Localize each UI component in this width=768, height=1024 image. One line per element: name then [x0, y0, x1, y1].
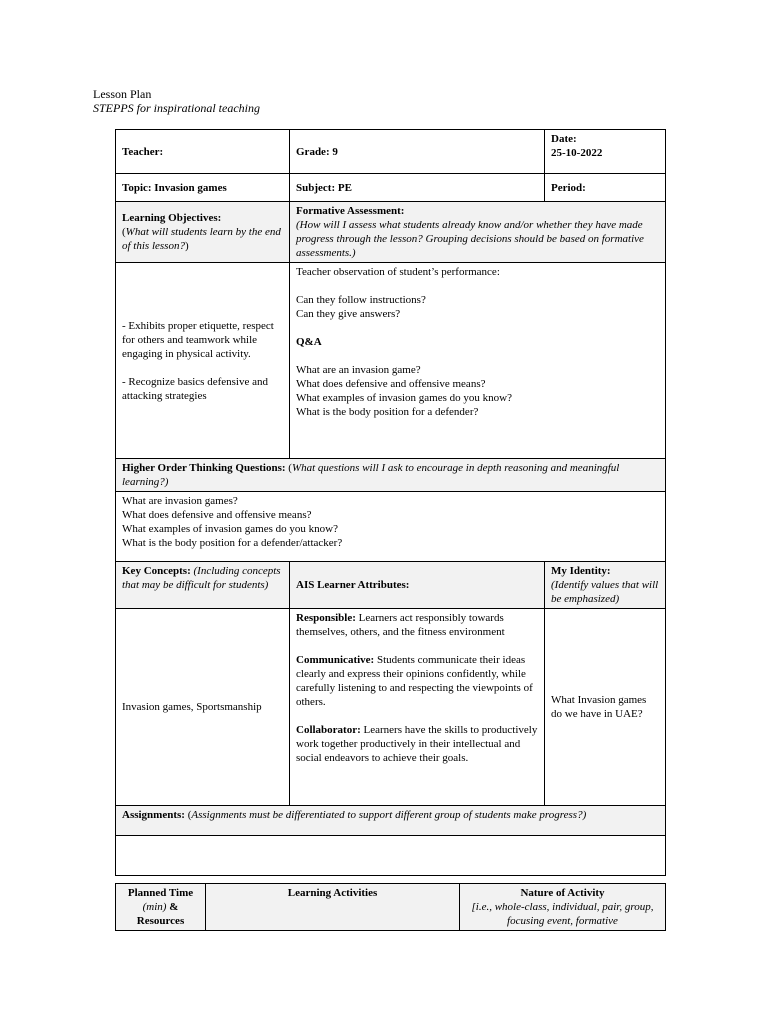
document-header	[93, 87, 260, 115]
assignments-body-cell	[116, 836, 666, 876]
qa-title: Q&A	[296, 336, 322, 348]
objectives-body-cell	[116, 263, 290, 459]
grade-label: Grade: 9	[296, 145, 338, 158]
identity-value: What Invasion games do we have in UAE?	[551, 694, 647, 720]
period-cell	[545, 174, 666, 202]
objective-item: - Exhibits proper etiquette, respect for others and teamwork while engaging in physical activity.	[122, 319, 274, 360]
hot-question: What examples of invasion games do you know?	[122, 523, 338, 535]
qa-question: What are an invasion game?	[296, 364, 421, 376]
identity-body-cell	[545, 609, 666, 806]
objectives-hint: What will students learn by the end of this lesson?	[122, 226, 281, 252]
formative-question: Can they give answers?	[296, 308, 401, 320]
ais-header-cell	[290, 562, 545, 609]
nature-of-activity-hint: [i.e., whole-class, individual, pair, group, focusing event, formative	[471, 901, 654, 927]
topic-label: Topic: Invasion games	[122, 181, 227, 194]
objectives-header-cell	[116, 202, 290, 263]
learning-activities-header	[206, 884, 460, 931]
formative-observation: Teacher observation of student’s performance:	[296, 266, 500, 278]
ais-responsible-label: Responsible:	[296, 612, 356, 624]
date-cell	[545, 130, 666, 174]
objectives-title: Learning Objectives:	[122, 212, 222, 224]
date-label: Date:	[551, 133, 577, 145]
formative-hint: (How will I assess what students already know and/or whether they have made progress through the lesson? Grouping decisions should be based on formative assessments.)	[296, 219, 644, 259]
assignments-header-cell	[116, 806, 666, 836]
formative-body-cell	[290, 263, 666, 459]
hot-body-cell	[116, 492, 666, 562]
subject-cell	[290, 174, 545, 202]
planned-time-label: Planned Time	[127, 887, 194, 899]
hot-question: What does defensive and offensive means?	[122, 509, 312, 521]
lesson-plan-table	[115, 129, 666, 876]
topic-cell	[116, 174, 290, 202]
teacher-cell	[116, 130, 290, 174]
formative-title: Formative Assessment:	[296, 205, 405, 217]
formative-header-cell	[290, 202, 666, 263]
hot-hint-open: (	[285, 462, 292, 474]
planned-time-amp: &	[166, 901, 179, 913]
ais-responsible	[296, 611, 538, 639]
ais-responsible-text: Learners act responsibly towards themselves, others, and the fitness environment	[296, 612, 505, 638]
ais-communicative-label: Communicative:	[296, 654, 375, 666]
objectives-hint-open: (	[122, 226, 126, 238]
formative-question: Can they follow instructions?	[296, 294, 426, 306]
qa-question: What is the body position for a defender?	[296, 406, 479, 418]
key-concepts-hint: (Including concepts that may be difficult for students)	[122, 565, 281, 591]
subject-label: Subject: PE	[296, 181, 352, 194]
teacher-label: Teacher:	[122, 145, 164, 158]
grade-cell	[290, 130, 545, 174]
ais-communicative	[296, 653, 538, 709]
identity-header-cell	[545, 562, 666, 609]
identity-hint: (Identify values that will be emphasized)	[551, 579, 659, 605]
planned-time-header	[116, 884, 206, 931]
ais-collaborator-label: Collaborator:	[296, 724, 361, 736]
hot-hint: What questions will I ask to encourage in depth reasoning and meaningful learning?)	[122, 462, 620, 488]
hot-question: What is the body position for a defender/attacker?	[122, 537, 343, 549]
activities-table	[115, 883, 666, 931]
key-concepts-header-cell	[116, 562, 290, 609]
assignments-hint-open: (	[184, 809, 192, 821]
learning-activities-label: Learning Activities	[287, 887, 378, 899]
assignments-title: Assignments:	[122, 809, 185, 821]
key-concepts-title: Key Concepts:	[122, 565, 191, 577]
hot-title: Higher Order Thinking Questions:	[122, 462, 286, 474]
ais-title: AIS Learner Attributes:	[296, 579, 410, 591]
nature-of-activity-label: Nature of Activity	[520, 887, 605, 899]
date-value: 25-10-2022	[551, 147, 603, 159]
period-label: Period:	[551, 181, 586, 194]
qa-question: What examples of invasion games do you know?	[296, 392, 512, 404]
resources-label: Resources	[136, 915, 185, 927]
doc-subtitle: STEPPS for inspirational teaching	[93, 101, 260, 115]
qa-question: What does defensive and offensive means?	[296, 378, 486, 390]
objective-item: - Recognize basics defensive and attacking strategies	[122, 375, 268, 402]
identity-title: My Identity:	[551, 565, 611, 577]
nature-of-activity-header	[460, 884, 666, 931]
key-concepts-body-cell	[116, 609, 290, 806]
ais-body-cell	[290, 609, 545, 806]
hot-header-cell	[116, 459, 666, 492]
assignments-hint: Assignments must be differentiated to support different group of students make progress?)	[191, 809, 587, 821]
ais-collaborator-text: Learners have the skills to productively work together productively in their intellectual and social endeavors to achieve their goals.	[296, 724, 538, 764]
objectives-hint-close: )	[184, 240, 189, 252]
doc-title: Lesson Plan	[93, 87, 152, 101]
planned-time-unit: (min)	[142, 901, 167, 913]
ais-collaborator	[296, 723, 538, 765]
hot-question: What are invasion games?	[122, 495, 238, 507]
key-concepts-value: Invasion games, Sportsmanship	[122, 701, 262, 713]
ais-communicative-text: Students communicate their ideas clearly and express their opinions confidently, while carefully listening to and respecting the viewpoints of others.	[296, 654, 533, 708]
